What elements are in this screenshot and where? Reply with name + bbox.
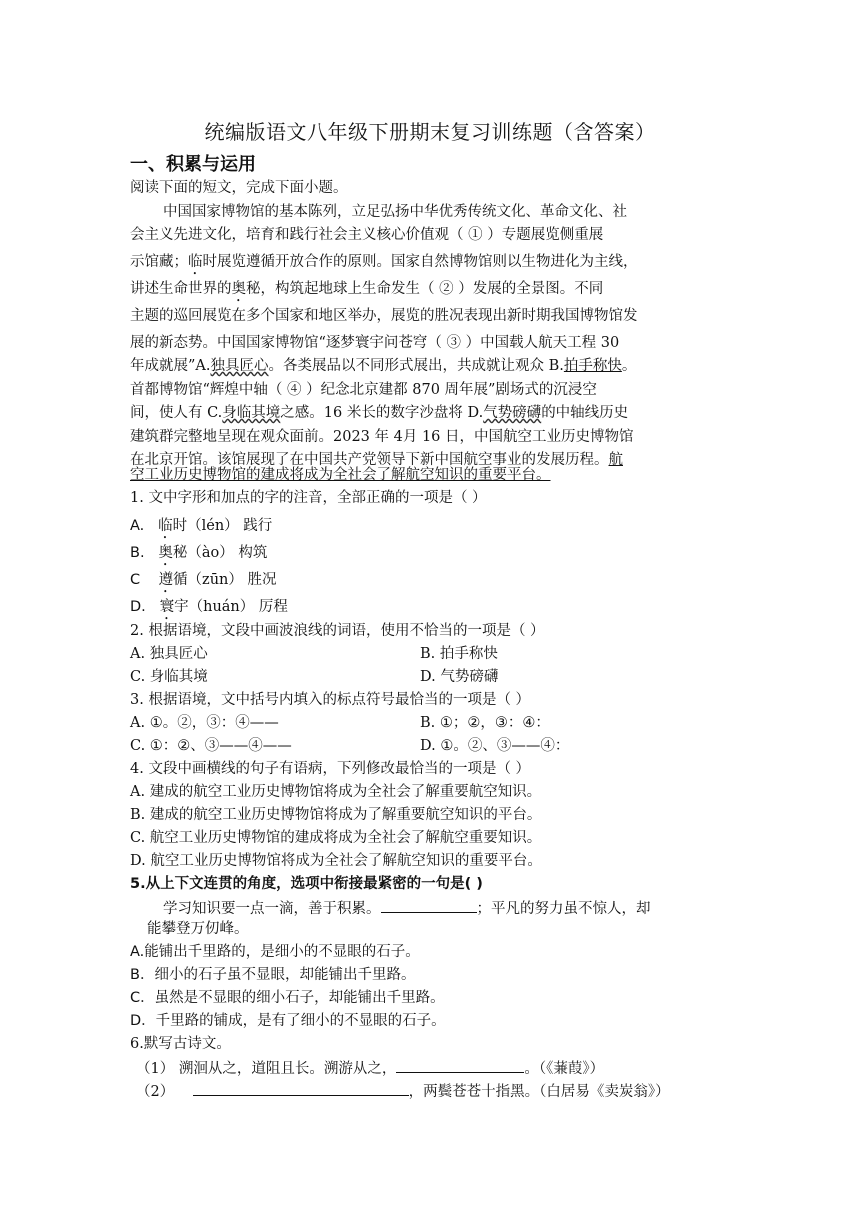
question-4-option-d: D. 航空工业历史博物馆将成为全社会了解航空知识的重要平台。 [130, 853, 542, 869]
underlined-sentence: 航 [608, 452, 623, 468]
question-2-option-d: D. 气势磅礴 [420, 669, 499, 685]
question-4-option-b: B. 建成的航空工业历史博物馆将成为了解重要航空知识的平台。 [130, 807, 542, 823]
answer-blank[interactable] [381, 897, 477, 913]
underlined-sentence: 空工业历史博物馆的建成将成为全社会了解航空知识的重要平台。 [130, 467, 551, 483]
question-2-stem: 2. 根据语境，文段中画波浪线的词语，使用不恰当的一项是（ ） [130, 623, 545, 639]
question-5-option-d: D．千里路的铺成，是有了细小的不显眼的石子。 [130, 1013, 446, 1029]
passage-line: 主题的巡回展览在多个国家和地区举办，展览的胜况表现出新时期我国博物馆发 [130, 308, 638, 324]
question-5-stem: 5.从上下文连贯的角度，选项中衔接最紧密的一句是( ) [130, 876, 483, 892]
question-1-stem: 1. 文中字形和加点的字的注音，全部正确的一项是（ ） [130, 490, 487, 506]
question-5-option-c: C．虽然是不显眼的细小石子，却能铺出千里路。 [130, 990, 445, 1006]
question-5-context: 学习知识要一点一滴，善于积累。 ；平凡的努力虽不惊人，却 [163, 897, 651, 919]
question-5-option-a: A.能铺出千里路的，是细小的不显眼的石子。 [130, 944, 420, 960]
question-4-option-c: C. 航空工业历史博物馆的建成将成为全社会了解航空重要知识。 [130, 830, 542, 846]
question-4-option-a: A. 建成的航空工业历史博物馆将成为全社会了解重要航空知识。 [130, 784, 542, 800]
answer-blank[interactable] [396, 1057, 524, 1073]
question-1-option-d: D. 寰宇（huán） 厉程 [130, 599, 288, 615]
question-5-context: 能攀登万仞峰。 [147, 921, 249, 937]
passage-line: 建筑群完整地呈现在观众面前。2023 年 4月 16 日，中国航空工业历史博物馆 [130, 429, 634, 445]
question-2-option-a: A. 独具匠心 [130, 646, 208, 662]
question-3-option-c: C. ①：②、③——④—— [130, 738, 292, 754]
question-3-stem: 3. 根据语境，文中括号内填入的标点符号最恰当的一项是（ ） [130, 692, 531, 708]
question-6-item-2: （2） ，两鬓苍苍十指黑。（白居易《卖炭翁》） [136, 1080, 670, 1102]
question-3-option-d: D. ①。②、③——④： [420, 738, 570, 754]
wavy-word: 独具匠心 [210, 358, 269, 374]
passage-line: 间，使人有 C.身临其境之感。16 米长的数字沙盘将 D.气势磅礴的中轴线历史 [130, 405, 629, 421]
question-1-option-a: A. 临时（lén） 践行 [130, 518, 273, 534]
question-6-stem: 6.默写古诗文。 [130, 1036, 231, 1052]
passage-line: 在北京开馆。该馆展现了在中国共产党领导下新中国航空事业的发展历程。航 [130, 452, 623, 468]
question-1-option-c: C 遵循（zūn） 胜况 [130, 572, 277, 588]
intro-text: 阅读下面的短文，完成下面小题。 [130, 180, 348, 196]
question-1-option-b: B. 奥秘（ào） 构筑 [130, 545, 268, 561]
passage-line: 首都博物馆“辉煌中轴（ ④ ）纪念北京建都 870 周年展”剧场式的沉浸空 [130, 382, 597, 398]
passage-line: 展的新态势。中国国家博物馆“逐梦寰宇问苍穹（ ③ ）中国载人航天工程 30 [130, 335, 620, 351]
passage-line: 中国国家博物馆的基本陈列，立足弘扬中华优秀传统文化、革命文化、社 [163, 204, 627, 220]
answer-blank[interactable] [193, 1080, 409, 1096]
passage-line: 会主义先进文化，培育和践行社会主义核心价值观（ ① ）专题展览侧重展 [130, 227, 604, 243]
passage-line: 年成就展”A.独具匠心。各类展品以不同形式展出，共成就让观众 B.拍手称快。 [130, 358, 637, 374]
wavy-word: 气势磅礴 [483, 405, 542, 421]
dotted-char: 奥 [231, 281, 246, 297]
wavy-word: 身临其境 [222, 405, 281, 421]
question-2-option-b: B. 拍手称快 [420, 646, 498, 662]
question-6-item-1: （1） 溯洄从之，道阻且长。溯游从之， 。（《蒹葭》） [136, 1057, 604, 1079]
question-5-option-b: B．细小的石子虽不显眼，却能铺出千里路。 [130, 967, 416, 983]
question-4-stem: 4. 文段中画横线的句子有语病，下列修改最恰当的一项是（ ） [130, 761, 531, 777]
question-2-option-c: C. 身临其境 [130, 669, 208, 685]
question-3-option-b: B. ①；②，③：④： [420, 715, 550, 731]
section-heading: 一、积累与运用 [130, 154, 256, 175]
dotted-char: 临 [188, 254, 203, 270]
document-title: 统编版语文八年级下册期末复习训练题（含答案） [204, 120, 656, 144]
passage-line: 示馆藏；临时展览遵循开放合作的原则。国家自然博物馆则以生物进化为主线， [130, 254, 638, 270]
passage-line: 讲述生命世界的奥秘，构筑起地球上生命发生（ ② ）发展的全景图。不同 [130, 281, 604, 297]
underlined-word: 拍手称快 [563, 358, 622, 374]
question-3-option-a: A. ①。②，③：④—— [130, 715, 279, 731]
